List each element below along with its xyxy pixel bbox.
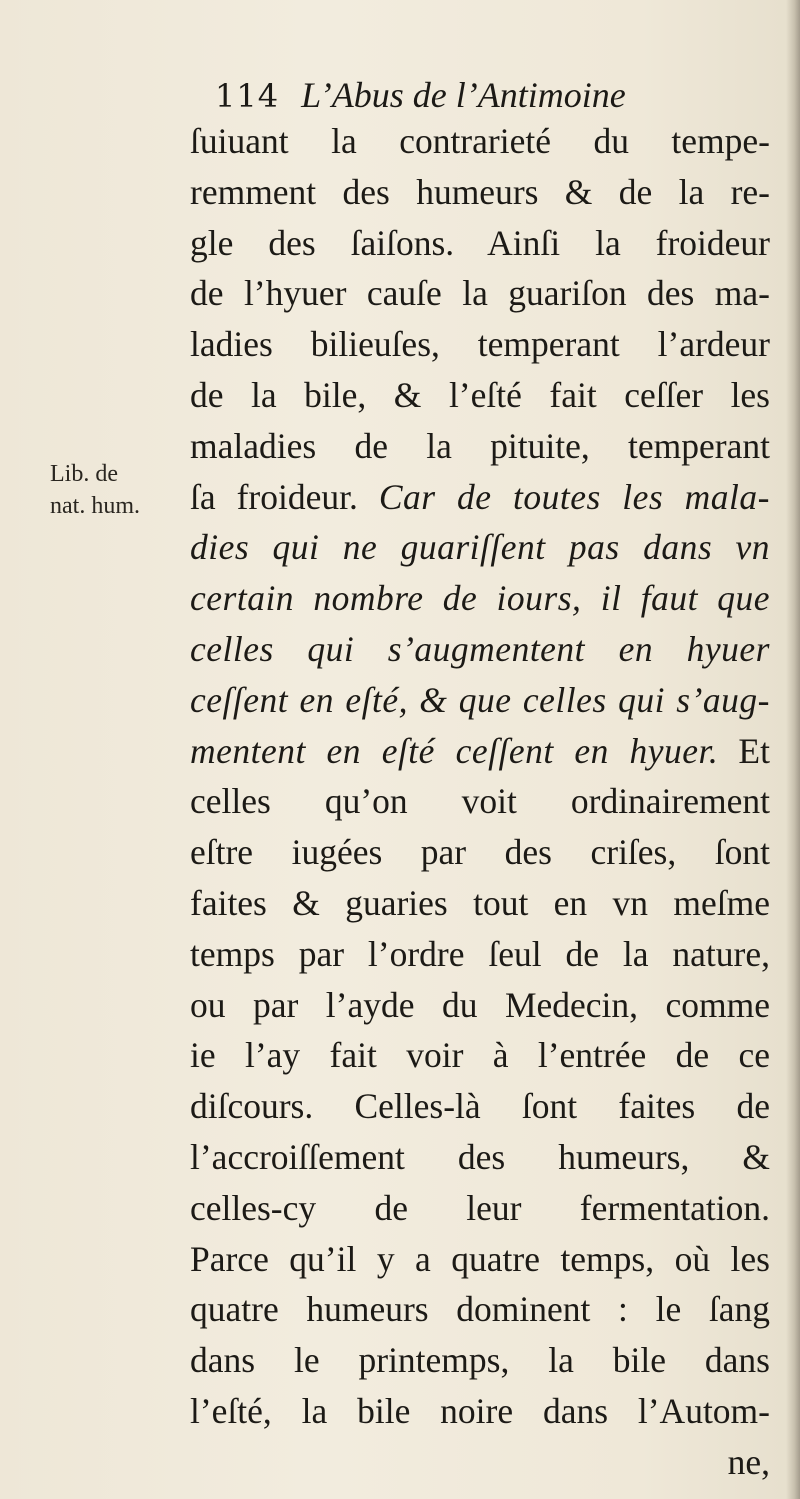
catchword: ne, — [727, 1441, 770, 1482]
italic-line: certain nombre de iours, il faut que — [190, 578, 770, 619]
text-line: remment des humeurs & de la re- — [190, 171, 770, 212]
italic-line: celles qui s’augmentent en hyuer — [190, 628, 770, 669]
text-line: celles-cy de leur fermentation. — [190, 1187, 770, 1228]
text-line: eſtre iugées par des criſes, ſont — [190, 832, 770, 873]
italic-segment: mentent en eſté ceſſent en hyuer. — [190, 730, 719, 771]
text-line: l’accroiſſement des humeurs, & — [190, 1136, 770, 1177]
roman-segment: Et — [718, 730, 770, 771]
page-header — [215, 70, 775, 120]
text-line: maladies de la pituite, temperant — [190, 425, 770, 466]
body-text — [190, 116, 770, 1488]
page-edge-shadow — [786, 0, 800, 1499]
running-title: L’Abus de l’Antimoine — [301, 75, 626, 115]
text-line: ſuiuant la contrarieté du tempe- — [190, 121, 770, 161]
margin-note — [50, 458, 190, 522]
text-line: l’eſté, la bile noire dans l’Autom- — [190, 1390, 770, 1431]
text-line: quatre humeurs dominent : le ſang — [190, 1289, 770, 1330]
margin-note-line-1: Lib. de — [50, 461, 118, 487]
text-line: gle des ſaiſons. Ainſi la froideur — [190, 222, 770, 263]
italic-segment: Car de toutes les mala- — [378, 476, 770, 517]
text-line: diſcours. Celles-là ſont faites de — [190, 1086, 770, 1127]
text-line: Parce qu’il y a quatre temps, où les — [190, 1238, 770, 1279]
italic-line: ceſſent en eſté, & que celles qui s’aug- — [190, 679, 770, 720]
italic-line: dies qui ne guariſſent pas dans vn — [190, 527, 770, 568]
margin-note-line-2: nat. hum. — [50, 493, 140, 519]
page-number: 114 — [215, 77, 280, 115]
text-line: de la bile, & l’eſté fait ceſſer les — [190, 374, 770, 415]
text-line: ladies bilieuſes, temperant l’ardeur — [190, 324, 770, 365]
text-line: ie l’ay fait voir à l’entrée de ce — [190, 1035, 770, 1076]
text-line: ou par l’ayde du Medecin, comme — [190, 984, 770, 1025]
text-line: dans le printemps, la bile dans — [190, 1340, 770, 1381]
text-line — [190, 726, 770, 777]
text-line: de l’hyuer cauſe la guariſon des ma- — [190, 273, 770, 314]
text-line: temps par l’ordre ſeul de la nature, — [190, 933, 770, 974]
text-line: celles qu’on voit ordinairement — [190, 781, 770, 822]
roman-segment: ſa froideur. — [190, 476, 379, 517]
text-line: faites & guaries tout en vn meſme — [190, 882, 770, 923]
text-line — [190, 472, 770, 523]
